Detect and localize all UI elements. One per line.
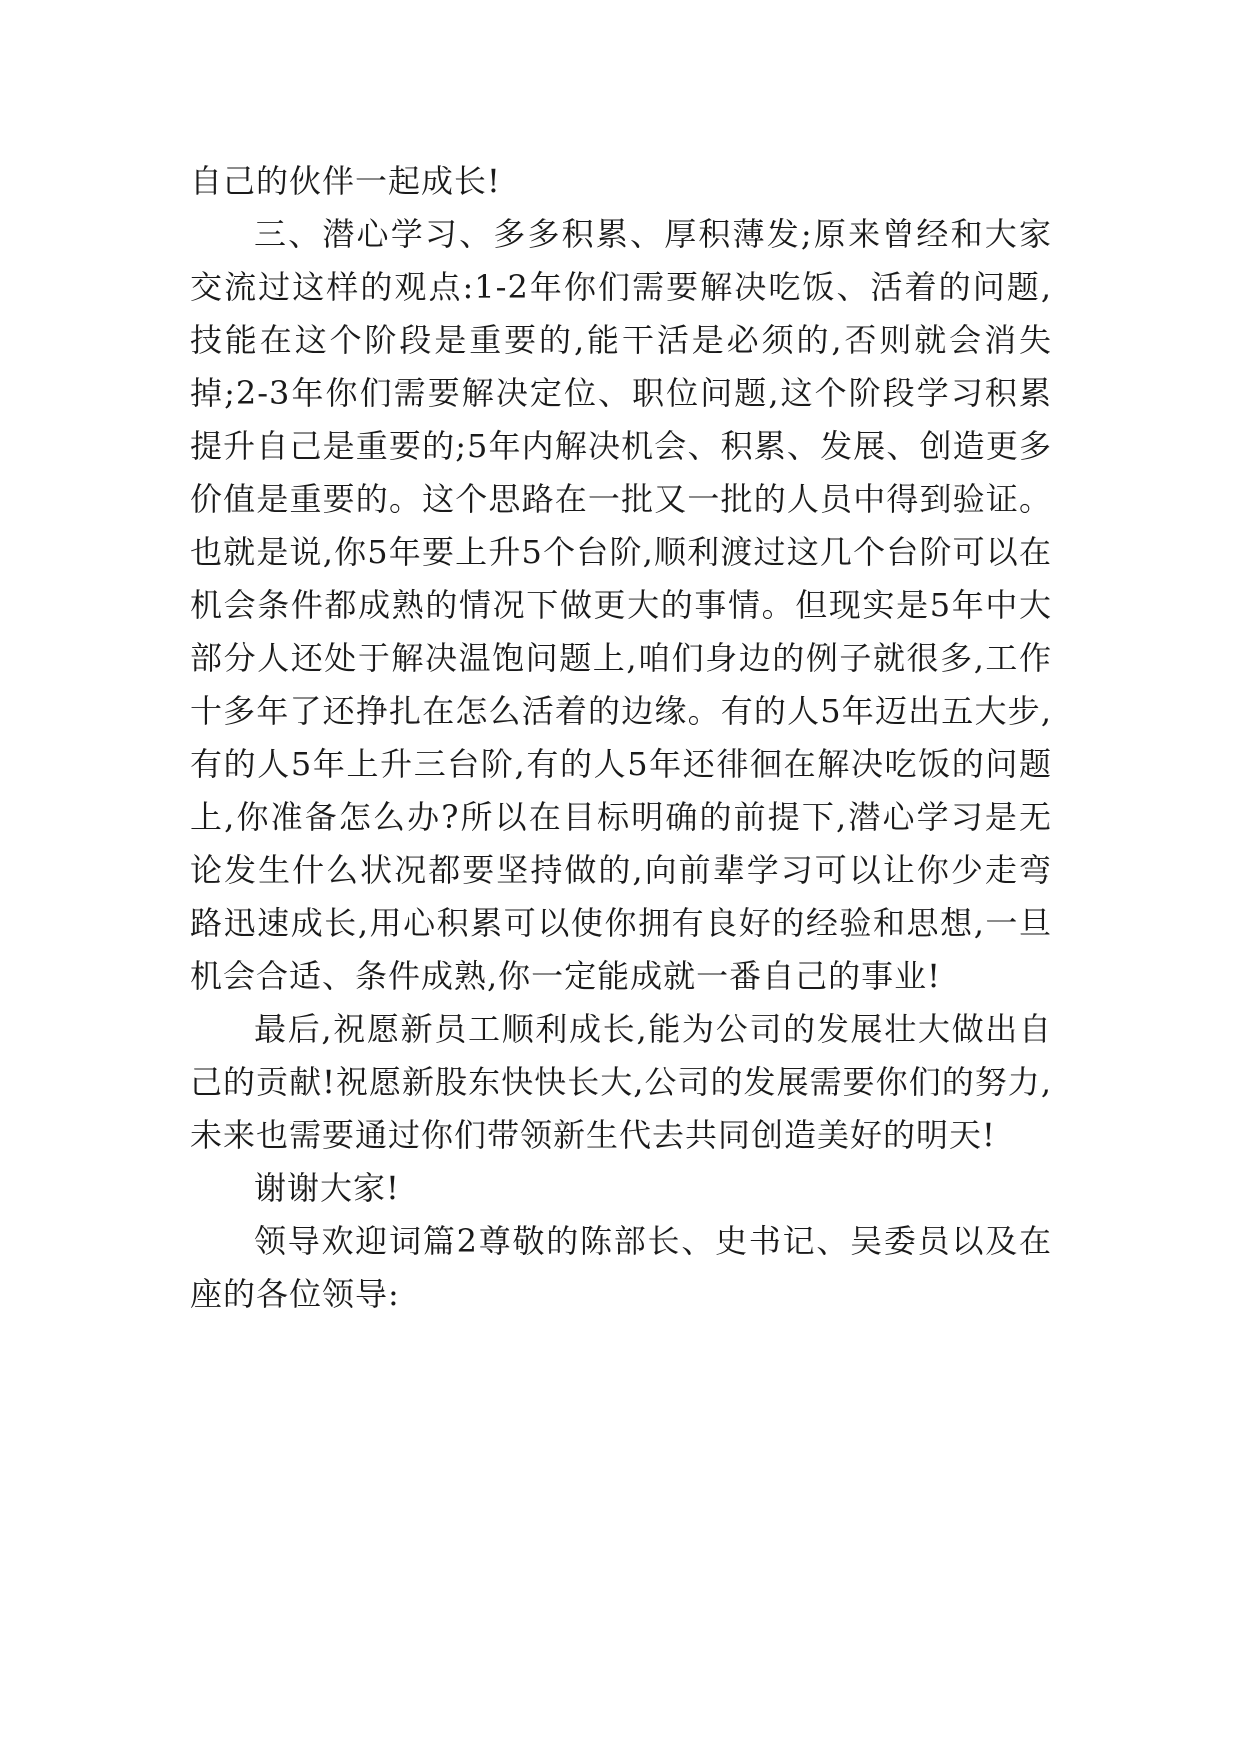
paragraph-3: 最后,祝愿新员工顺利成长,能为公司的发展壮大做出自己的贡献!祝愿新股东快快长大,公司的发展需要你们的努力,未来也需要通过你们带领新生代去共同创造美好的明天! [190, 1010, 1052, 1154]
paragraph-2: 三、潜心学习、多多积累、厚积薄发;原来曾经和大家交流过这样的观点:1-2年你们需要解决吃饭、活着的问题,技能在这个阶段是重要的,能干活是必须的,否则就会消失掉;2-3年你们需要解决定位、职位问题,这个阶段学习积累提升自己是重要的;5年内解决机会、积累、发展、创造更多价值是重要的。这个思路在一批又一批的人员中得到验证。也就是说,你5年要上升5个台阶,顺利渡过这几个台阶可以在机会条件都成熟的情况下做更大的事情。但现实是5年中大部分人还处于解决温饱问题上,咱们身边的例子就很多,工作十多年了还挣扎在怎么活着的边缘。有的人5年迈出五大步,有的人5年上升三台阶,有的人5年还徘徊在解决吃饭的问题上,你准备怎么办?所以在目标明确的前提下,潜心学习是无论发生什么状况都要坚持做的,向前辈学习可以让你少走弯路迅速成长,用心积累可以使你拥有良好的经验和思想,一旦机会合适、条件成熟,你一定能成就一番自己的事业! [190, 215, 1052, 995]
paragraph-1: 自己的伙伴一起成长! [190, 162, 501, 200]
paragraph-4: 谢谢大家! [254, 1169, 400, 1207]
document-body [190, 155, 1052, 1321]
paragraph-5: 领导欢迎词篇2尊敬的陈部长、史书记、吴委员以及在座的各位领导: [190, 1222, 1052, 1313]
